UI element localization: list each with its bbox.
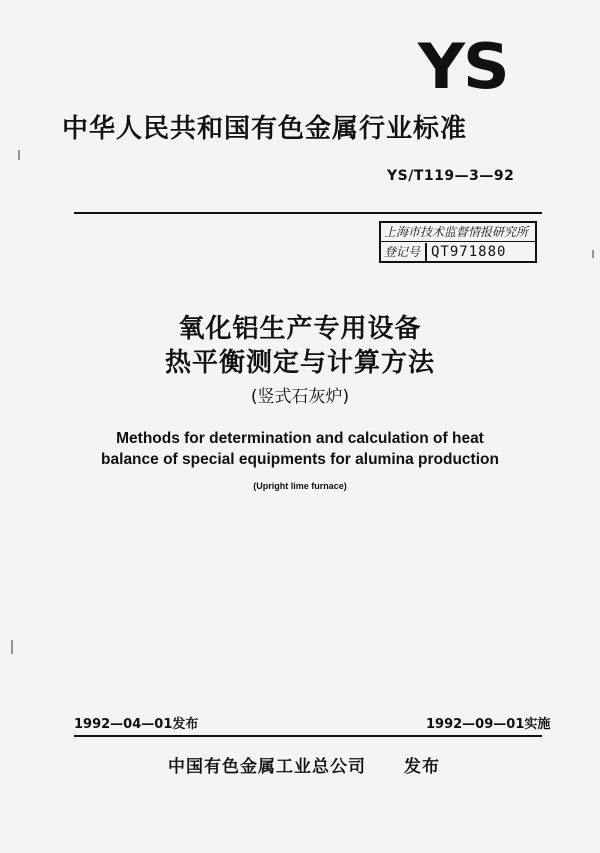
- footer-divider: [74, 735, 542, 737]
- publisher-name: 中国有色金属工业总公司: [168, 757, 366, 777]
- chinese-title-line-1: 氧化铝生产专用设备: [178, 314, 422, 344]
- chinese-subtitle: (竖式石灰炉): [250, 387, 350, 407]
- english-title-line-2: balance of special equipments for alumina production: [101, 451, 499, 468]
- standard-category-title: 中华人民共和国有色金属行业标准: [62, 114, 468, 144]
- scan-speck: [18, 150, 20, 160]
- issue-date: 1992—04—01发布: [74, 717, 199, 732]
- stamp-registration-number: QT971880: [431, 244, 507, 260]
- stamp-registration-row: [381, 243, 535, 262]
- implementation-date: 1992—09—01实施: [426, 717, 551, 732]
- english-subtitle: (Upright lime furnace): [253, 481, 347, 491]
- publish-label: 发布: [404, 757, 440, 777]
- stamp-institute: 上海市技术监督情报研究所: [381, 223, 535, 242]
- english-title-line-1: Methods for determination and calculation of heat: [116, 430, 484, 447]
- ys-logo: YS: [417, 30, 508, 103]
- scan-speck: [592, 250, 594, 258]
- scan-speck: [11, 640, 13, 654]
- standard-number: YS/T119—3—92: [387, 168, 515, 184]
- stamp-divider: [425, 243, 427, 262]
- chinese-title-line-2: 热平衡测定与计算方法: [164, 348, 435, 378]
- stamp-registration-label: 登记号: [384, 245, 421, 259]
- registration-stamp: [379, 221, 537, 263]
- header-divider: [74, 212, 542, 214]
